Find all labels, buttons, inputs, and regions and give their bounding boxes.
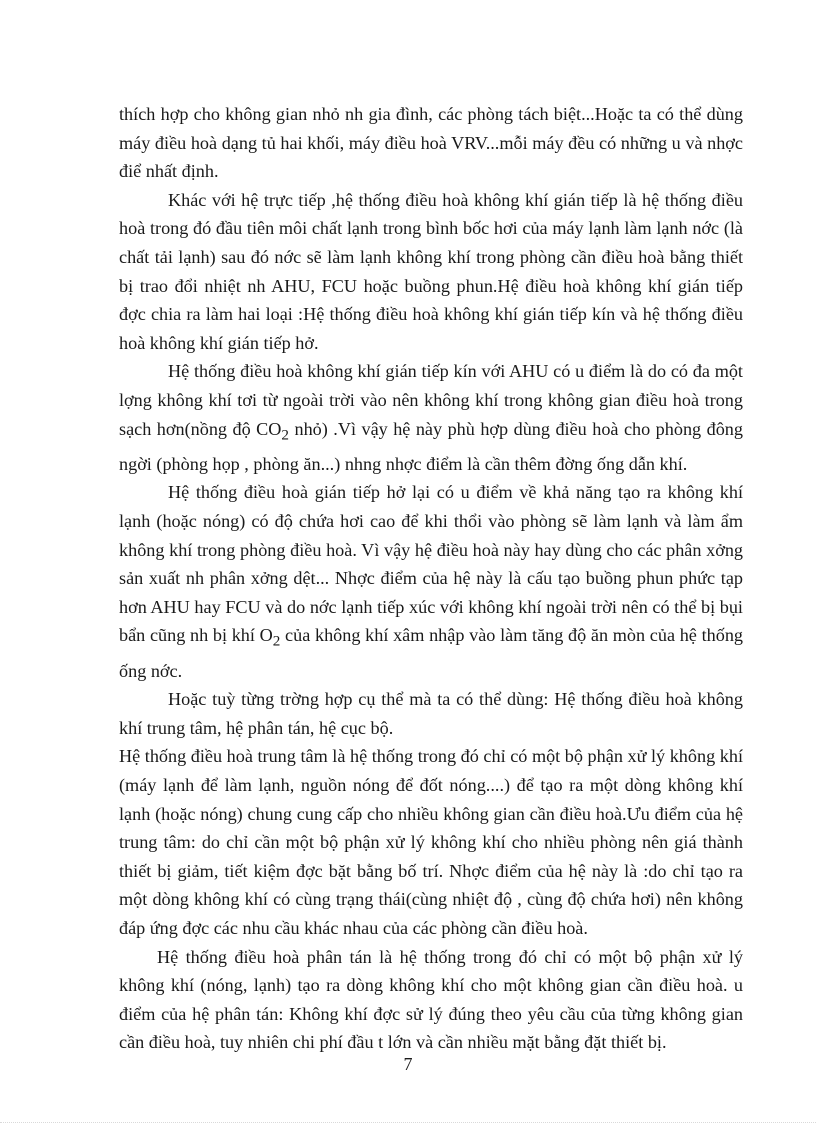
subscript: 2 bbox=[272, 632, 281, 650]
subscript: 2 bbox=[281, 426, 289, 444]
page-number: 7 bbox=[403, 1054, 413, 1074]
body-text bbox=[119, 100, 743, 1057]
paragraph-continuation: thích hợp cho không gian nhỏ nh gia đình, các phòng tách biệt...Hoặc ta có thể dùng máy điều hoà dạng tủ hai khối, máy điều hoà VRV...mỗi máy đều có những u và nhợc điể nhất định. bbox=[119, 104, 743, 182]
text-segment: Hệ thống điều hoà gián tiếp hở lại có u điểm về khả năng tạo ra không khí lạnh (hoặc nóng) có độ chứa hơi cao để khi thổi vào phòng sẽ làm lạnh và làm ẩm không khí trong phòng điều hoà. Vì vậy hệ điều hoà này hay dùng cho các phân xởng sản xuất nh phân xởng dệt... Nhợc điểm của hệ này là cấu tạo buồng phun phức tạp hơn AHU hay FCU và do nớc lạnh tiếp xúc với không khí ngoài trời nên có thể bị bụi bẩn cũng nh bị khí O bbox=[119, 482, 743, 646]
text-segment: nhỏ) .Vì vậy hệ này phù hợp dùng điều hoà cho phòng đông ngời (phòng họp , phòng ăn...) nhng nhợc điểm là cần thêm đờng ống dẫn khí. bbox=[119, 418, 743, 474]
paragraph-central-system: Hệ thống điều hoà trung tâm là hệ thống trong đó chỉ có một bộ phận xử lý không khí (máy lạnh để làm lạnh, nguồn nóng để đốt nóng....) để tạo ra một dòng không khí lạnh (hoặc nóng) chung cung cấp cho nhiều không gian cần điều hoà.Ưu điểm của hệ trung tâm: do chỉ cần một bộ phận xử lý không khí cho nhiều phòng nên giá thành thiết bị giảm, tiết kiệm đợc bặt bằng bố trí. Nhợc điểm của hệ này là :do chỉ tạo ra một dòng không khí có cùng trạng thái(cùng nhiệt độ , cùng độ chứa hơi) nên không đáp ứng đợc các nhu cầu khác nhau của các phòng cần điều hoà. bbox=[119, 746, 743, 938]
paragraph-system-types: Hoặc tuỳ từng trờng hợp cụ thể mà ta có thể dùng: Hệ thống điều hoà không khí trung tâm, hệ phân tán, hệ cục bộ. bbox=[119, 689, 743, 738]
text-segment: Hệ thống điều hoà không khí gián tiếp kín với AHU có u điểm là do có đa một lợng không khí tơi từ ngoài trời vào nên không khí trong không gian điều hoà trong sạch hơn(nồng độ CO bbox=[119, 361, 743, 439]
paragraph-indirect-system: Khác với hệ trực tiếp ,hệ thống điều hoà không khí gián tiếp là hệ thống điều hoà trong đó đầu tiên môi chất lạnh trong bình bốc hơi của máy lạnh làm lạnh nớc (là chất tải lạnh) sau đó nớc sẽ làm lạnh không khí trong phòng cần điều hoà bằng thiết bị trao đổi nhiệt nh AHU, FCU hoặc buồng phun.Hệ điều hoà không khí gián tiếp đợc chia ra làm hai loại :Hệ thống điều hoà không khí gián tiếp kín và hệ thống điều hoà không khí gián tiếp hở. bbox=[119, 189, 743, 353]
paragraph-closed-ahu bbox=[119, 357, 743, 478]
paragraph-distributed-system: Hệ thống điều hoà phân tán là hệ thống trong đó chỉ có một bộ phận xử lý không khí (nóng, lạnh) tạo ra dòng không khí cho một không gian cần điều hoà. u điểm của hệ phân tán: Không khí đợc sử lý đúng theo yêu cầu của từng không gian cần điều hoà, tuy nhiên chi phí đầu t lớn và cần nhiều mặt bằng đặt thiết bị. bbox=[119, 946, 743, 1053]
paragraph-open-system bbox=[119, 478, 743, 685]
text-segment: của không khí xâm nhập vào làm tăng độ ăn mòn của hệ thống ống nớc. bbox=[119, 625, 744, 681]
